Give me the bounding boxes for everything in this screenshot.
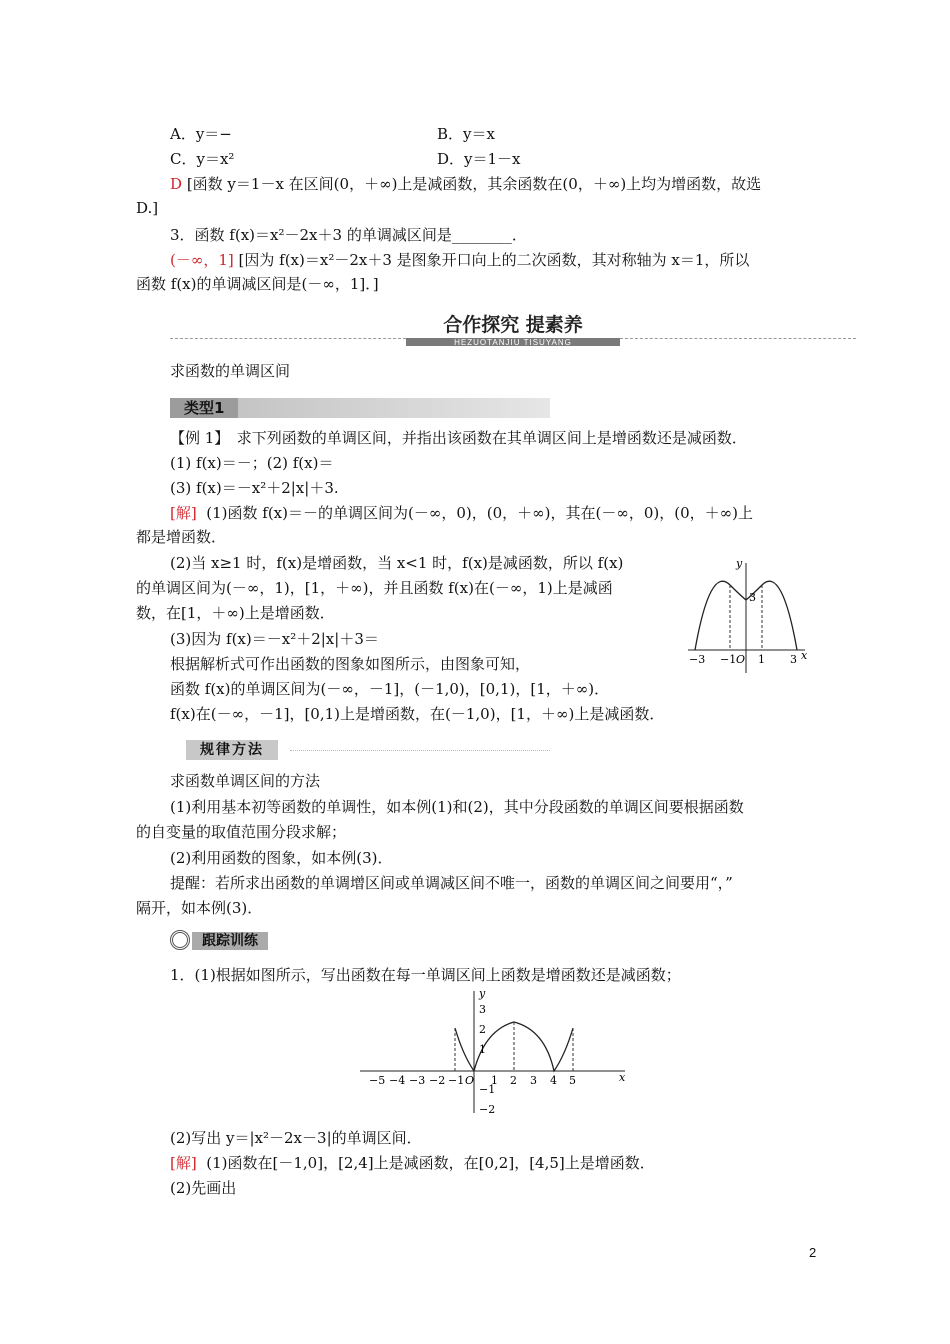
rule-3a: 提醒：若所求出函数的单调增区间或单调减区间不唯一，函数的单调区间之间要用“，” [170,874,733,892]
solution-3a: (3)因为 f(x)＝－x²＋2|x|＋3＝ [170,630,379,648]
answer-1-cont: D.] [136,199,159,217]
dash-right [620,338,856,339]
graph2-xtick: −4 [389,1074,406,1087]
rule-3b: 隔开，如本例(3)． [136,899,263,917]
answer-3-text: [因为 f(x)＝x²－2x＋3 是图象开口向上的二次函数，其对称轴为 x＝1，所以 [238,251,750,269]
rule-heading: 求函数单调区间的方法 [170,772,321,790]
graph2-xtick: −5 [369,1074,386,1087]
graph2-xtick: 1 [491,1074,498,1087]
graph2-xtick: −2 [429,1074,446,1087]
graph2-xtick: −3 [409,1074,426,1087]
practice-solution-2: (2)先画出 [170,1179,237,1197]
graph2-origin: O [465,1074,475,1087]
graph-origin: O [736,653,746,666]
follow-bar [170,930,290,952]
graph-y-label: y [736,557,743,570]
solution-label: [解] [170,504,197,522]
answer-letter: D [170,175,183,193]
solution-label: [解] [170,1154,197,1172]
graph2-xtick: 4 [550,1074,557,1087]
practice-1: 1．(1)根据如图所示，写出函数在每一单调区间上函数是增函数还是减函数； [170,966,681,984]
graph-tick: 1 [758,653,765,666]
type-label-bar [170,398,550,418]
graph2-ytick: −1 [479,1083,496,1096]
answer-3 [170,250,749,270]
example-1-head: 【例 1】 求下列函数的单调区间，并指出该函数在其单调区间上是增函数还是减函数． [170,429,747,447]
practice-solution [170,1153,655,1173]
solution-3b: 根据解析式可作出函数的图象如图所示，由图象可知， [170,655,531,673]
graph2-xtick: 5 [569,1074,576,1087]
solution-3c: 函数 f(x)的单调区间为(－∞，－1]，(－1,0)，[0,1)，[1，＋∞)． [170,680,610,698]
example-graph [680,555,810,675]
graph-top-label: 3 [749,591,756,604]
topic-heading: 求函数的单调区间 [170,362,291,380]
answer-3-cont: 函数 f(x)的单调减区间是(－∞，1]．] [136,275,379,293]
question-3: 3．函数 f(x)＝x²－2x＋3 的单调减区间是________． [170,226,527,244]
option-c: C．y＝x² [170,150,235,168]
option-d: D．y＝1－x [437,150,521,168]
graph2-ytick: 2 [479,1023,486,1036]
solution-2a: (2)当 x≥1 时，f(x)是增函数，当 x<1 时，f(x)是减函数，所以 f(x) [170,554,624,572]
graph2-ytick: −2 [479,1103,496,1116]
target-icon [170,930,190,950]
solution-1 [170,503,753,523]
section-header [170,312,856,352]
rule-1a: (1)利用基本初等函数的单调性，如本例(1)和(2)，其中分段函数的单调区间要根据函数 [170,798,744,816]
graph-tick: −1 [720,653,737,666]
graph2-xtick: 3 [530,1074,537,1087]
graph-tick: −3 [689,653,706,666]
practice-2: (2)写出 y＝|x²－2x－3|的单调区间． [170,1129,422,1147]
answer-3-value: (－∞，1] [170,251,234,269]
graph2-ytick: 1 [479,1043,486,1056]
section-title: 合作探究 提素养 [406,312,620,338]
graph-x-label: x [801,649,808,662]
solution-1-cont: 都是增函数． [136,528,227,546]
graph2-xtick: −1 [448,1074,465,1087]
follow-label: 跟踪训练 [192,932,268,950]
solution-2c: 数，在[1，＋∞)上是增函数． [136,604,335,622]
type-label: 类型1 [170,398,238,418]
solution-3d: f(x)在(－∞，－1]，[0,1)上是增函数，在(－1,0)，[1，＋∞)上是减函数． [170,705,665,723]
graph2-x-label: x [619,1071,626,1084]
practice-graph [355,985,630,1120]
section-subtitle: HEZUOTANJIU TISUYANG [454,338,572,347]
rule-bar [170,740,550,760]
answer-1-text: [函数 y＝1－x 在区间(0，＋∞)上是减函数，其余函数在(0，＋∞)上均为增函数，故选 [186,175,762,193]
dash-left [170,338,406,339]
page-number: 2 [809,1245,817,1260]
graph2-y-label: y [479,987,486,1000]
example-1-line-1: (1) f(x)＝－；(2) f(x)＝ [170,454,334,472]
solution-2b: 的单调区间为(－∞，1)，[1，＋∞)，并且函数 f(x)在(－∞，1)上是减函 [136,579,613,597]
rule-2: (2)利用函数的图象，如本例(3)． [170,849,393,867]
solution-1-text: (1)函数 f(x)＝－的单调区间为(－∞，0)，(0，＋∞)，其在(－∞，0)，(0，＋∞)上 [206,504,753,522]
graph2-ytick: 3 [479,1003,486,1016]
answer-1 [170,174,761,194]
graph2-xtick: 2 [510,1074,517,1087]
rule-line [290,750,550,751]
example-1-line-2: (3) f(x)＝－x²＋2|x|＋3. [170,479,339,497]
practice-solution-text: (1)函数在[－1,0]，[2,4]上是减函数，在[0,2]，[4,5]上是增函数． [206,1154,655,1172]
rule-1b: 的自变量的取值范围分段求解； [136,823,347,841]
rule-label: 规律方法 [186,740,278,760]
option-b: B．y＝x [437,125,495,143]
option-a: A．y＝− [170,125,232,143]
graph-tick: 3 [790,653,797,666]
